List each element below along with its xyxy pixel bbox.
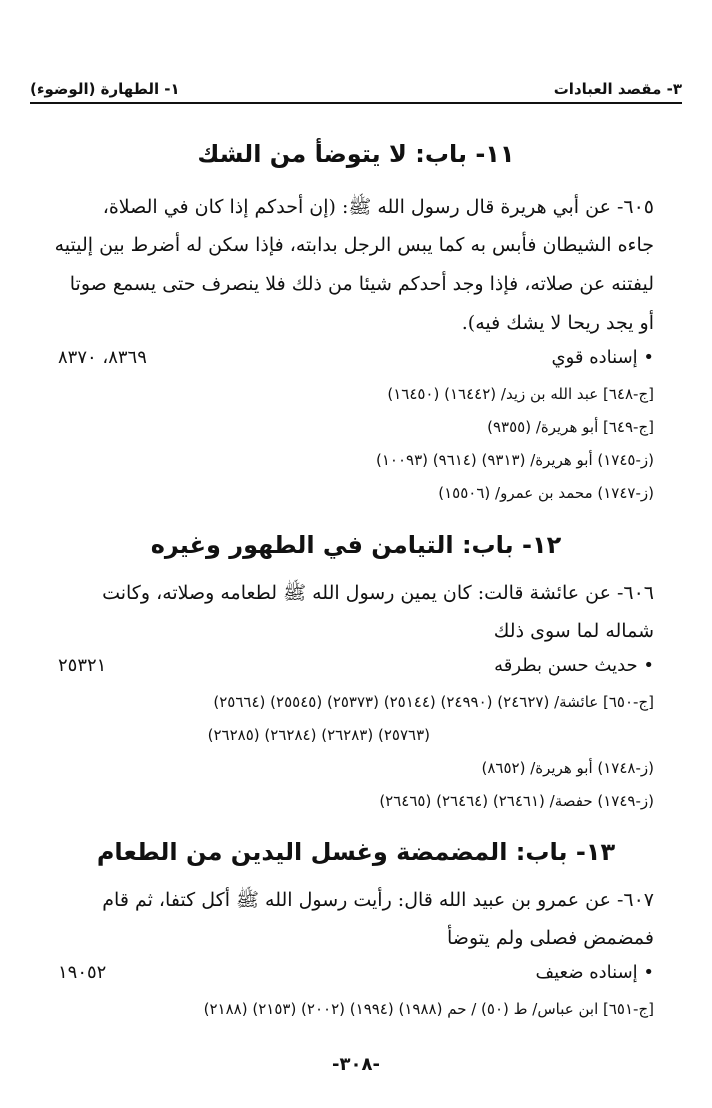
reference-line: [ج-٦٥١] ابن عباس/ ط (٥٠) / حم (١٩٨٨) (١٩٩٤) (٢٠٠٢) (٢١٥٣) (٢١٨٨)	[203, 1000, 654, 1018]
chapter-heading: ١٢- باب: التيامن في الطهور وغيره	[150, 531, 562, 559]
grade-numbers: ٨٣٦٩، ٨٣٧٠	[58, 347, 147, 368]
hadith-text-line: ليفتنه عن صلاته، فإذا وجد أحدكم شيئا من ذلك فلا ينصرف حتى يسمع صوتا	[69, 273, 654, 295]
chapter-heading: ١٣- باب: المضمضة وغسل اليدين من الطعام	[96, 838, 616, 866]
hadith-text-line: أو يجد ريحا لا يشك فيه).	[461, 312, 654, 334]
reference-line: (ز-١٧٤٧) محمد بن عمرو/ (١٥٥٠٦)	[438, 484, 654, 502]
grade-numbers: ١٩٠٥٢	[58, 962, 107, 983]
grade-line	[58, 655, 654, 676]
grade-text: • إسناده قوي	[551, 347, 654, 368]
hadith-text-line: ٦٠٥- عن أبي هريرة قال رسول الله ﷺ: (إن أحدكم إذا كان في الصلاة،	[102, 196, 654, 218]
page-number: -٣٠٨-	[332, 1054, 380, 1075]
reference-line: [ج-٦٤٩] أبو هريرة/ (٩٣٥٥)	[487, 418, 654, 436]
grade-text: • حديث حسن بطرقه	[494, 655, 654, 676]
header-part-title: ٣- مقصد العبادات	[553, 80, 682, 98]
grade-text: • إسناده ضعيف	[535, 962, 654, 983]
grade-numbers: ٢٥٣٢١	[58, 655, 107, 676]
reference-line: (٢٥٧٦٣) (٢٦٢٨٣) (٢٦٢٨٤) (٢٦٢٨٥)	[207, 726, 430, 744]
hadith-text-line: فمضمض فصلى ولم يتوضأ	[447, 927, 654, 949]
chapter-heading: ١١- باب: لا يتوضأ من الشك	[197, 140, 515, 168]
reference-line: (ز-١٧٤٥) أبو هريرة/ (٩٣١٣) (٩٦١٤) (١٠٠٩٣)	[376, 451, 654, 469]
hadith-text-line: جاءه الشيطان فأبس به كما يبس الرجل بدابته، فإذا سكن له أضرط بين إليتيه	[54, 234, 654, 256]
hadith-text-line: ٦٠٦- عن عائشة قالت: كان يمين رسول الله ﷺ لطعامه وصلاته، وكانت	[102, 582, 654, 604]
hadith-text-line: شماله لما سوى ذلك	[493, 620, 654, 642]
reference-line: (ز-١٧٤٩) حفصة/ (٢٦٤٦١) (٢٦٤٦٤) (٢٦٤٦٥)	[379, 792, 654, 810]
hadith-text-line: ٦٠٧- عن عمرو بن عبيد الله قال: رأيت رسول الله ﷺ أكل كتفا، ثم قام	[102, 889, 654, 911]
header-chapter-title: ١- الطهارة (الوضوء)	[30, 80, 180, 98]
reference-line: [ج-٦٥٠] عائشة/ (٢٤٦٢٧) (٢٤٩٩٠) (٢٥١٤٤) (٢٥٣٧٣) (٢٥٥٤٥) (٢٥٦٦٤)	[213, 693, 654, 711]
grade-line	[58, 962, 654, 983]
running-header	[30, 70, 682, 104]
reference-line: (ز-١٧٤٨) أبو هريرة/ (٨٦٥٢)	[481, 759, 654, 777]
grade-line	[58, 347, 654, 368]
reference-line: [ج-٦٤٨] عبد الله بن زيد/ (١٦٤٤٢) (١٦٤٥٠)	[387, 385, 654, 403]
